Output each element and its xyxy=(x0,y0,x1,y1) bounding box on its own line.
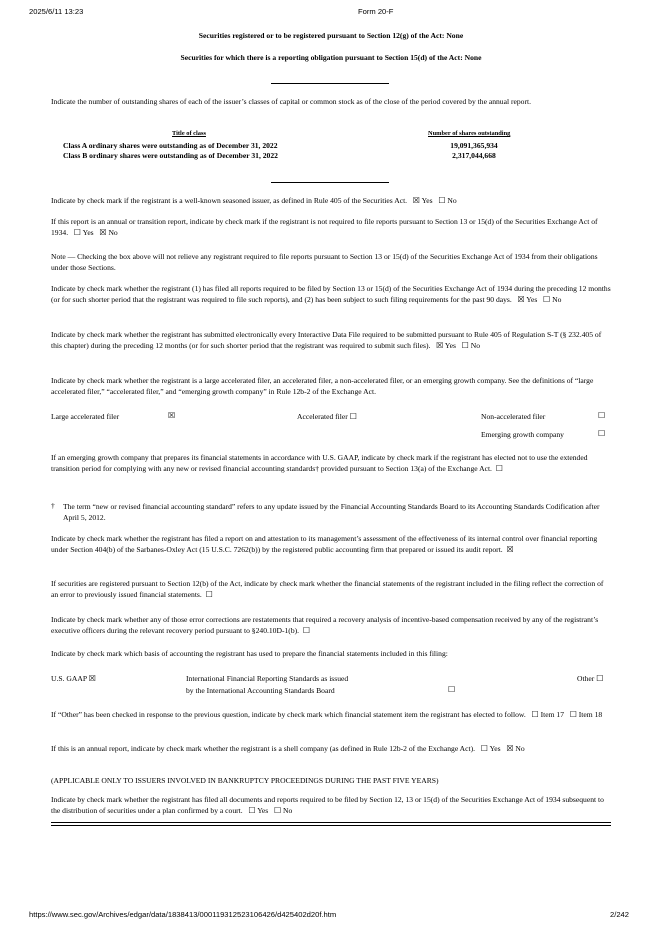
q-bankruptcy: Indicate by check mark whether the registrant has filed all documents and reports required to be filed by Section 12, 13 or 15(d) of the Securities Exchange Act of 1934 subsequent to the distribution of securities under a plan confirmed by a court. ☐ Yes ☐ No xyxy=(51,795,604,816)
q-attestation: Indicate by check mark whether the registrant has filed a report on and attestation to its management’s assessment of the effectiveness of its internal control over financial reporting under Section 404(b) of the Sarbanes-Oxley Act (15 U.S.C. 7262(b)) by the registered public accounting firm that prepared or issued its audit report. ☒ xyxy=(51,534,598,555)
q-error-correction: If securities are registered pursuant to Section 12(b) of the Act, indicate by check mark whether the financial statements of the registrant included in the filing reflect the correction of an error to previously issued financial statements. ☐ xyxy=(51,579,604,600)
checkbox-unchecked-icon[interactable]: ☐ xyxy=(349,412,357,421)
section-15d-heading: Securities for which there is a reporting obligation pursuant to Section 15(d) of the Act: None xyxy=(180,53,482,62)
checkbox-checked-icon[interactable]: ☒ xyxy=(412,196,420,205)
checkbox-unchecked-icon[interactable]: ☐ xyxy=(461,341,469,351)
checkbox-checked-icon[interactable]: ☒ xyxy=(506,744,514,753)
q-restatement: Indicate by check mark whether any of those error corrections are restatements that required a recovery analysis of incentive-based compensation received by any of the registrant’s executive officers during the relevant recovery period pursuant to §240.10D-1(b). ☐ xyxy=(51,615,599,636)
checkbox-unchecked-icon[interactable]: ☐ xyxy=(569,710,577,719)
note-paragraph: Note — Checking the box above will not relieve any registrant required to file reports pursuant to Section 13 or 15(d) of the Securities Exchange Act of 1934 from their obligations under those Sections. xyxy=(51,252,598,273)
checkbox-unchecked-icon[interactable]: ☐ xyxy=(480,744,488,753)
q-filer-status: Indicate by check mark whether the registrant is a large accelerated filer, an accelerated filer, a non-accelerated filer, or an emerging growth company. See the definitions of “large accelerated filer,” “accelerated filer,” and “emerging growth company” in Rule 12b-2 of the Exchange Act. xyxy=(51,376,594,397)
q-emerging-transition: If an emerging growth company that prepares its financial statements in accordance with U.S. GAAP, indicate by check mark if the registrant has elected not to use the extended transition period for complying with any new or revised financial accounting standards† provided pursuant to Section 13(a) of the Exchange Act. ☐ xyxy=(51,453,588,474)
divider-short xyxy=(271,182,389,183)
option-ifrs-line1: International Financial Reporting Standards as issued xyxy=(186,674,349,683)
table-row-class-b-title: Class B ordinary shares were outstanding as of December 31, 2022 xyxy=(63,151,278,160)
table-row-class-a-number: 19,091,365,934 xyxy=(450,141,498,150)
label-accelerated: Accelerated filer ☐ xyxy=(297,412,357,421)
q-shell-company: If this is an annual report, indicate by check mark whether the registrant is a shell company (as defined in Rule 12b-2 of the Exchange Act). ☐ Yes ☒ No xyxy=(51,744,525,753)
print-url: https://www.sec.gov/Archives/edgar/data/1838413/000119312523106426/d425402d20f.htm xyxy=(29,910,337,919)
checkbox-unchecked-icon[interactable]: ☐ xyxy=(205,590,213,600)
checkbox-checked-icon[interactable]: ☒ xyxy=(99,228,107,238)
q-other-item: If “Other” has been checked in response to the previous question, indicate by check mark which financial statement item the registrant has elected to follow. ☐ Item 17 ☐ Item 18 xyxy=(51,710,603,719)
q-not-required: If this report is an annual or transition report, indicate by check mark if the registrant is not required to file reports pursuant to Section 13 or 15(d) of the Securities Exchange Act of 1934. ☐ Yes ☒ No xyxy=(51,217,598,238)
print-page-number: 2/242 xyxy=(610,910,630,919)
checkbox-unchecked-icon[interactable]: ☐ xyxy=(531,710,539,719)
q-interactive-data: Indicate by check mark whether the registrant has submitted electronically every Interactive Data File required to be submitted pursuant to Rule 405 of Regulation S-T (§ 232.405 of this chapter) during the preceding 12 months (or for such shorter period that the registrant was required to submit such files). ☒ Yes ☐ No xyxy=(51,330,602,351)
checkbox-unchecked-icon[interactable]: ☐ xyxy=(448,685,456,694)
q-seasoned-issuer: Indicate by check mark if the registrant is a well-known seasoned issuer, as defined in Rule 405 of the Securities Act. ☒ Yes ☐ No xyxy=(51,196,457,205)
checkbox-unchecked-icon[interactable]: ☐ xyxy=(495,464,503,474)
label-emerging-growth: Emerging growth company xyxy=(481,430,564,439)
section-12g-heading: Securities registered or to be registered pursuant to Section 12(g) of the Act: None xyxy=(198,31,464,40)
bankruptcy-heading: (APPLICABLE ONLY TO ISSUERS INVOLVED IN BANKRUPTCY PROCEEDINGS DURING THE PAST FIVE YEARS) xyxy=(51,776,439,785)
col-title-of-class: Title of class xyxy=(172,130,206,137)
checkbox-unchecked-icon[interactable]: ☐ xyxy=(598,429,606,438)
q-filed-reports: Indicate by check mark whether the registrant (1) has filed all reports required to be filed by Section 13 or 15(d) of the Securities Exchange Act of 1934 during the preceding 12 months (or for such shorter period that the registrant was required to file such reports), and (2) has been subject to such filing requirements for the past 90 days. ☒ Yes ☐ No xyxy=(51,284,611,305)
checkbox-checked-icon[interactable]: ☒ xyxy=(517,295,525,305)
checkbox-checked-icon[interactable]: ☒ xyxy=(168,411,176,420)
footnote-text: The term “new or revised financial accounting standard” refers to any update issued by the Financial Accounting Standards Board to its Accounting Standards Codification after April 5, 2012. xyxy=(63,502,600,523)
checkbox-unchecked-icon[interactable]: ☐ xyxy=(273,806,282,816)
checkbox-checked-icon[interactable]: ☒ xyxy=(436,341,444,351)
table-row-class-a-title: Class A ordinary shares were outstanding as of December 31, 2022 xyxy=(63,141,278,150)
checkbox-unchecked-icon[interactable]: ☐ xyxy=(248,806,256,816)
checkbox-unchecked-icon[interactable]: ☐ xyxy=(438,196,446,205)
checkbox-unchecked-icon[interactable]: ☐ xyxy=(598,411,606,420)
footnote-dagger: † xyxy=(51,501,55,510)
option-ifrs-line2: by the International Accounting Standards Board xyxy=(186,686,335,695)
outstanding-intro: Indicate the number of outstanding shares of each of the issuer’s classes of capital or common stock as of the close of the period covered by the annual report. xyxy=(51,97,532,106)
table-row-class-b-number: 2,317,044,668 xyxy=(452,151,496,160)
label-non-accelerated: Non-accelerated filer xyxy=(481,412,546,421)
label-large-accelerated: Large accelerated filer xyxy=(51,412,120,421)
option-other: Other ☐ xyxy=(577,674,604,683)
print-title: Form 20-F xyxy=(358,7,394,16)
divider-double-bottom xyxy=(51,825,611,826)
checkbox-checked-icon[interactable]: ☒ xyxy=(88,674,96,683)
print-timestamp: 2025/6/11 13:23 xyxy=(29,7,84,16)
q-basis-accounting: Indicate by check mark which basis of accounting the registrant has used to prepare the financial statements included in this filing: xyxy=(51,649,448,658)
option-us-gaap: U.S. GAAP ☒ xyxy=(51,674,96,683)
divider-double-top xyxy=(51,822,611,823)
col-number-outstanding: Number of shares outstanding xyxy=(428,130,511,137)
checkbox-unchecked-icon[interactable]: ☐ xyxy=(596,674,604,683)
checkbox-unchecked-icon[interactable]: ☐ xyxy=(73,228,81,238)
checkbox-unchecked-icon[interactable]: ☐ xyxy=(302,626,311,636)
divider-short xyxy=(271,83,389,84)
checkbox-unchecked-icon[interactable]: ☐ xyxy=(543,295,551,305)
checkbox-checked-icon[interactable]: ☒ xyxy=(506,545,514,555)
